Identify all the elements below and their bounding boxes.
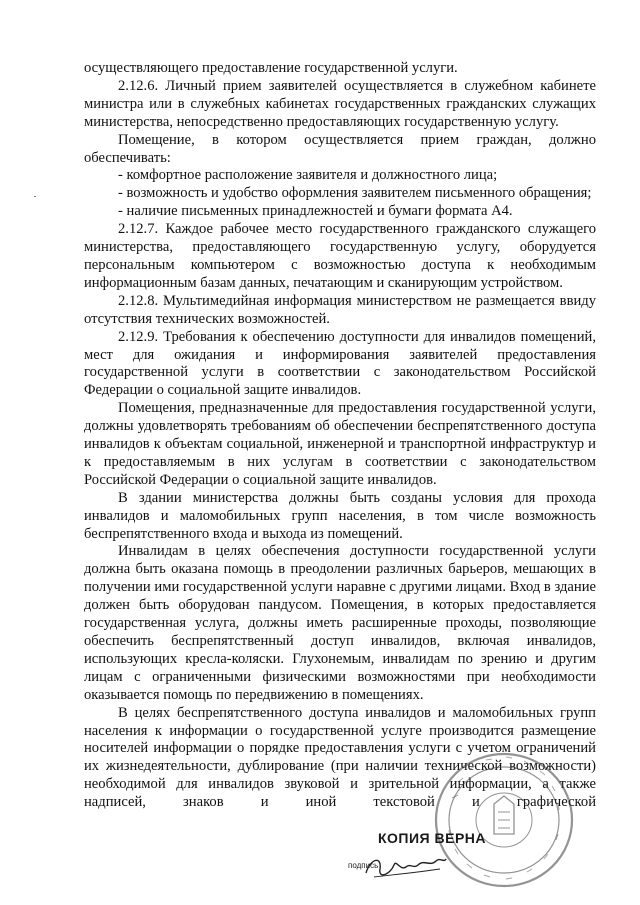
paragraph: 2.12.6. Личный прием заявителей осуществляется в служебном кабинете министра или в служебных кабинетах государственных гражданских служащих министерства, непосредственно предоставляющих государственную услугу. [84, 77, 596, 130]
paragraph: Помещения, предназначенные для предоставления государственной услуги, должны удовлетворять требованиям об обеспечении беспрепятственного доступа инвалидов к объектам социальной, инженерной и транспортной инфраструктур и к предоставляемым в них услугам в соответствии с законодательством Российской Федерации о социальной защите инвалидов. [84, 400, 596, 488]
paragraph: В здании министерства должны быть созданы условия для прохода инвалидов и маломобильных групп населения, в том числе возможность беспрепятственного входа и выхода из помещений. [84, 489, 596, 542]
paragraph: 2.12.9. Требования к обеспечению доступности для инвалидов помещений, мест для ожидания и информирования заявителей предоставления государственной услуги в соответствии с законодательством Российской Федерации о социальной защите инвалидов. [84, 328, 596, 399]
list-item: - возможность и удобство оформления заявителем письменного обращения; [118, 185, 592, 202]
list-item: - комфортное расположение заявителя и должностного лица; [118, 167, 498, 184]
margin-mark [34, 196, 36, 197]
paragraph: Помещение, в котором осуществляется прием граждан, должно обеспечивать: [84, 131, 596, 166]
signature-label: подпись [348, 861, 379, 870]
handwritten-signature-image [360, 845, 450, 885]
paragraph: 2.12.7. Каждое рабочее место государственного гражданского служащего министерства, предоставляющего государственную услугу, оборудуется персональным компьютером с возможностью доступа к необходимым информационным базам данных, печатающим и сканирующим устройством. [84, 221, 596, 291]
stamp-copy-verified: КОПИЯ ВЕРНА [378, 830, 487, 846]
paragraph: В целях беспрепятственного доступа инвалидов и маломобильных групп населения к информации о государственной услуге производится размещение носителей информации о порядке предоставления услуги с учетом ограничений их жизнедеятельности, дублирование (при наличии технической возможности) необходимой для инвалидов звуковой и зрительной информации, а также надписей, знаков и иной текстовой и графической [84, 704, 596, 811]
paragraph: Инвалидам в целях обеспечения доступности государственной услуги должна быть оказана помощь в преодолении различных барьеров, мешающих в получении ими государственной услуги наравне с другими лицами. Вход в здание должен быть оборудован пандусом. Помещения, в которых предоставляется государственная услуга, должны иметь расширенные проходы, позволяющие обеспечить беспрепятственный доступ инвалидов, включая инвалидов, использующих кресла-коляски. Глухонемым, инвалидам по зрению и другим лицам с ограниченными физическими возможностями при необходимости оказывается помощь по передвижению в помещениях. [84, 543, 596, 703]
document-body [84, 60, 596, 812]
list-item: - наличие письменных принадлежностей и бумаги формата А4. [118, 203, 513, 220]
paragraph: 2.12.8. Мультимедийная информация министерством не размещается ввиду отсутствия технических возможностей. [84, 292, 596, 327]
paragraph: осуществляющего предоставление государственной услуги. [84, 60, 458, 76]
